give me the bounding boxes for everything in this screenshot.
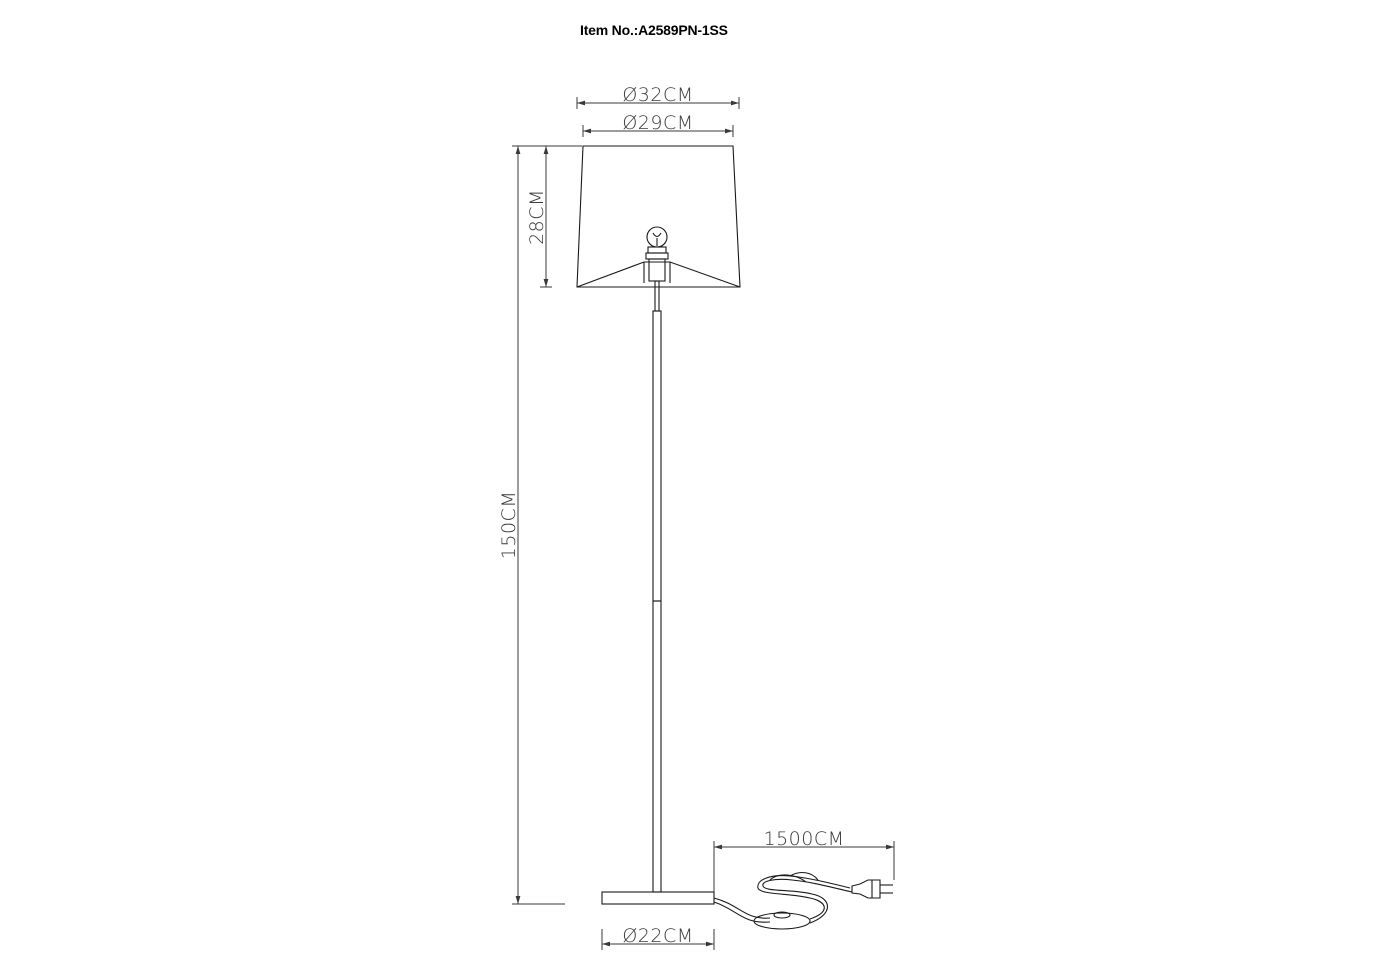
total-height-label: 150CM <box>498 490 520 560</box>
bulb-socket <box>646 227 668 281</box>
cable-length-label: 1500CM <box>763 828 845 850</box>
dimension-base <box>602 925 714 950</box>
dimension-shade-outer <box>577 84 739 109</box>
dimension-cable-length <box>714 828 894 892</box>
dimension-shade-inner <box>583 112 733 137</box>
lamp-shade <box>577 146 740 287</box>
base-diameter-label: Ø22CM <box>622 925 694 947</box>
lamp-base <box>602 892 714 904</box>
dimension-shade-height <box>526 146 552 287</box>
lamp-stem <box>653 281 661 892</box>
dimension-total-height <box>498 146 582 904</box>
shade-inner-label: Ø29CM <box>622 112 694 134</box>
shade-height-label: 28CM <box>526 189 548 245</box>
item-number-title: Item No.:A2589PN-1SS <box>580 22 728 38</box>
power-cable <box>714 873 852 929</box>
plug-icon <box>852 880 893 898</box>
shade-outer-label: Ø32CM <box>622 84 694 106</box>
